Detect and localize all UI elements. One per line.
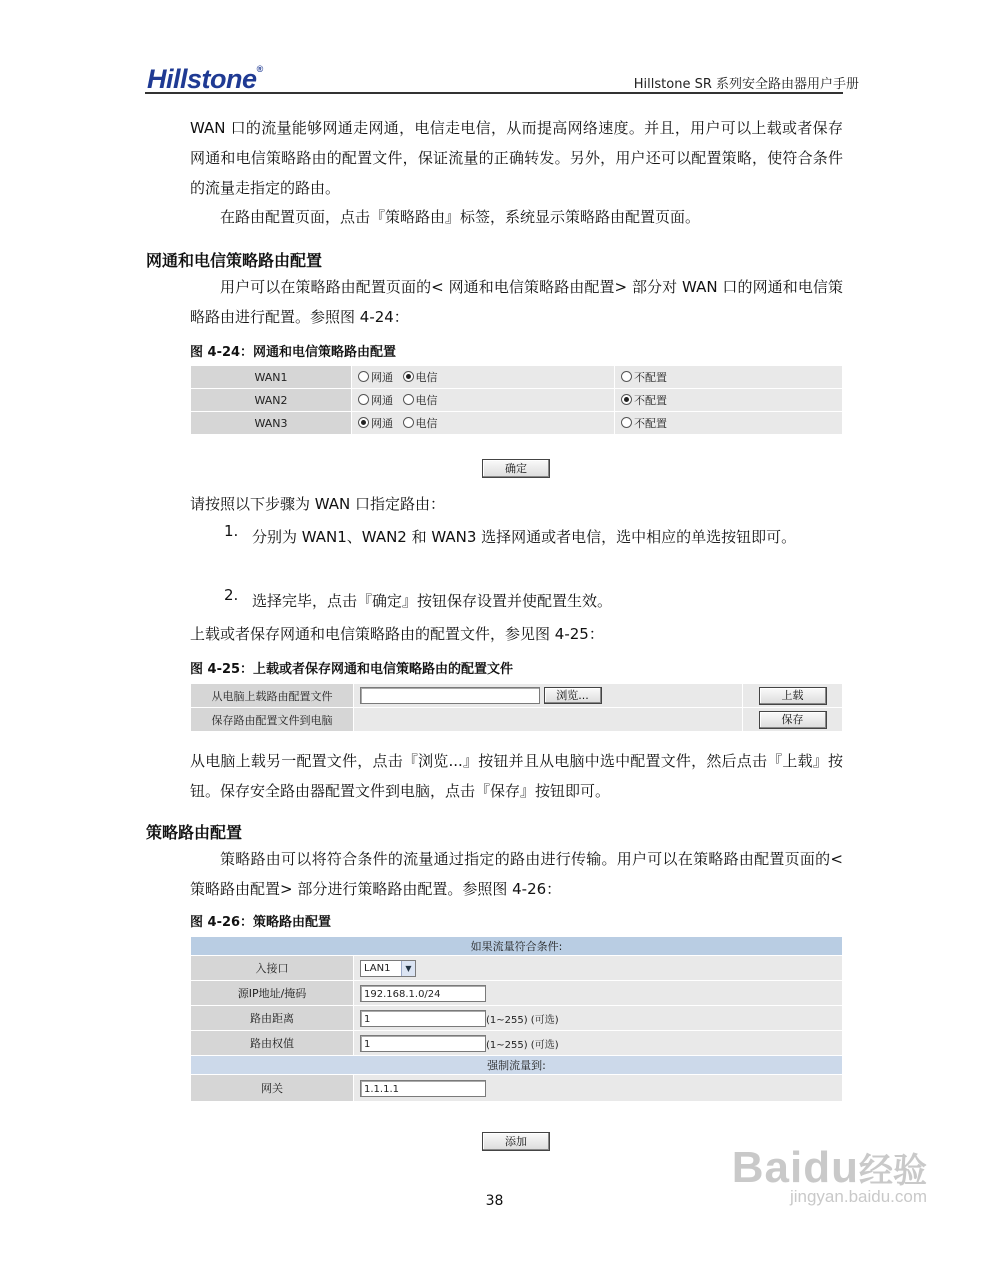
noconfig-cell: 不配置	[615, 389, 843, 412]
table-row	[191, 708, 843, 732]
radio-telecom[interactable]	[403, 417, 414, 428]
row-label: WAN2	[191, 389, 352, 412]
section-heading-policy-routing: 策略路由配置	[146, 823, 243, 842]
step-1-text: 分别为 WAN1、WAN2 和 WAN3 选择网通或者电信，选中相应的单选按钮即可。	[252, 528, 797, 546]
upload-cell	[354, 684, 743, 708]
radio-no-config[interactable]	[621, 394, 632, 405]
isp-radio-group: 网通 电信	[352, 412, 615, 435]
row-label: WAN3	[191, 412, 352, 435]
header-divider	[145, 92, 843, 94]
condition-header-row	[191, 937, 843, 956]
intro-paragraph: WAN 口的流量能够网通走网通，电信走电信，从而提高网络速度。并且，用户可以上载或者保存网通和电信策略路由的配置文件，保证流量的正确转发。另外，用户还可以配置策略，使符合条件的流量走指定的路由。	[190, 119, 843, 197]
distance-input[interactable]: 1	[360, 1010, 486, 1027]
upload-button[interactable]: 上载	[759, 687, 827, 705]
row-label: WAN1	[191, 366, 352, 389]
isp-radio-group: 网通 电信	[352, 389, 615, 412]
section-heading-isp-routing: 网通和电信策略路由配置	[146, 251, 323, 270]
isp-routing-table	[190, 365, 843, 435]
figure-caption-4-26: 图 4-26：策略路由配置	[190, 915, 332, 930]
save-button[interactable]: 保存	[759, 711, 827, 729]
watermark-url: jingyan.baidu.com	[789, 1187, 927, 1206]
upload-paragraph: 上载或者保存网通和电信策略路由的配置文件，参见图 4-25：	[190, 625, 604, 643]
radio-no-config[interactable]	[621, 371, 632, 382]
hillstone-logo: Hillstone®	[147, 64, 263, 94]
browse-button[interactable]: 浏览...	[544, 687, 602, 704]
radio-netcom[interactable]	[358, 417, 369, 428]
noconfig-cell: 不配置	[615, 412, 843, 435]
table-row	[191, 956, 843, 981]
noconfig-cell: 不配置	[615, 366, 843, 389]
empty-cell	[354, 708, 743, 732]
weight-label: 路由权值	[191, 1031, 354, 1056]
policy-routing-table	[190, 936, 843, 1102]
condition-header: 如果流量符合条件:	[191, 937, 843, 956]
table-row	[191, 1075, 843, 1102]
step-number: 1.	[224, 522, 239, 540]
weight-note: (1~255) (可选)	[486, 1039, 559, 1051]
step-number: 2.	[224, 586, 239, 604]
isp-radio-group: 网通 电信	[352, 366, 615, 389]
document-title: Hillstone SR 系列安全路由器用户手册	[633, 77, 859, 92]
radio-netcom[interactable]	[358, 371, 369, 382]
iface-select[interactable]: LAN1 ▼	[360, 960, 416, 977]
watermark-brand: Baidu	[731, 1143, 859, 1192]
radio-no-config[interactable]	[621, 417, 632, 428]
section1-paragraph: 用户可以在策略路由配置页面的< 网通和电信策略路由配置> 部分对 WAN 口的网通和电信策略路由进行配置。参照图 4-24：	[190, 278, 843, 326]
add-button[interactable]: 添加	[482, 1132, 550, 1151]
upload-label: 从电脑上载路由配置文件	[191, 684, 354, 708]
steps-intro: 请按照以下步骤为 WAN 口指定路由：	[190, 495, 446, 513]
baidu-watermark	[732, 1143, 927, 1207]
table-row	[191, 1006, 843, 1031]
gateway-cell	[354, 1075, 843, 1102]
gateway-label: 网关	[191, 1075, 354, 1102]
table-row	[191, 366, 843, 389]
iface-cell	[354, 956, 843, 981]
distance-label: 路由距离	[191, 1006, 354, 1031]
table-row	[191, 684, 843, 708]
table-row	[191, 1031, 843, 1056]
after-upload-paragraph: 从电脑上载另一配置文件，点击『浏览...』按钮并且从电脑中选中配置文件，然后点击『上载』按钮。保存安全路由器配置文件到电脑，点击『保存』按钮即可。	[190, 752, 843, 800]
watermark-cn: 经验	[859, 1152, 927, 1190]
figure-caption-4-25: 图 4-25：上载或者保存网通和电信策略路由的配置文件	[190, 662, 514, 677]
distance-cell	[354, 1006, 843, 1031]
radio-telecom[interactable]	[403, 394, 414, 405]
table-row	[191, 389, 843, 412]
chevron-down-icon: ▼	[401, 961, 415, 976]
save-button-cell	[743, 708, 843, 732]
iface-label: 入接口	[191, 956, 354, 981]
table-row	[191, 981, 843, 1006]
src-ip-label: 源IP地址/掩码	[191, 981, 354, 1006]
force-header: 强制流量到:	[191, 1056, 843, 1075]
section2-paragraph: 策略路由可以将符合条件的流量通过指定的路由进行传输。用户可以在策略路由配置页面的< 策略路由配置> 部分进行策略路由配置。参照图 4-26：	[190, 850, 843, 898]
radio-telecom[interactable]	[403, 371, 414, 382]
weight-cell	[354, 1031, 843, 1056]
save-label: 保存路由配置文件到电脑	[191, 708, 354, 732]
step-2-text: 选择完毕，点击『确定』按钮保存设置并使配置生效。	[252, 592, 613, 610]
gateway-input[interactable]: 1.1.1.1	[360, 1080, 486, 1097]
weight-input[interactable]: 1	[360, 1035, 486, 1052]
src-ip-cell	[354, 981, 843, 1006]
config-file-table	[190, 683, 843, 732]
radio-netcom[interactable]	[358, 394, 369, 405]
src-ip-input[interactable]: 192.168.1.0/24	[360, 985, 486, 1002]
page-number: 38	[485, 1193, 504, 1209]
intro-paragraph-2: 在路由配置页面，点击『策略路由』标签，系统显示策略路由配置页面。	[220, 208, 701, 226]
table-row	[191, 412, 843, 435]
file-path-input[interactable]	[360, 687, 540, 704]
upload-button-cell	[743, 684, 843, 708]
confirm-button[interactable]: 确定	[482, 459, 550, 478]
force-header-row	[191, 1056, 843, 1075]
distance-note: (1~255) (可选)	[486, 1014, 559, 1026]
figure-caption-4-24: 图 4-24：网通和电信策略路由配置	[190, 345, 397, 360]
